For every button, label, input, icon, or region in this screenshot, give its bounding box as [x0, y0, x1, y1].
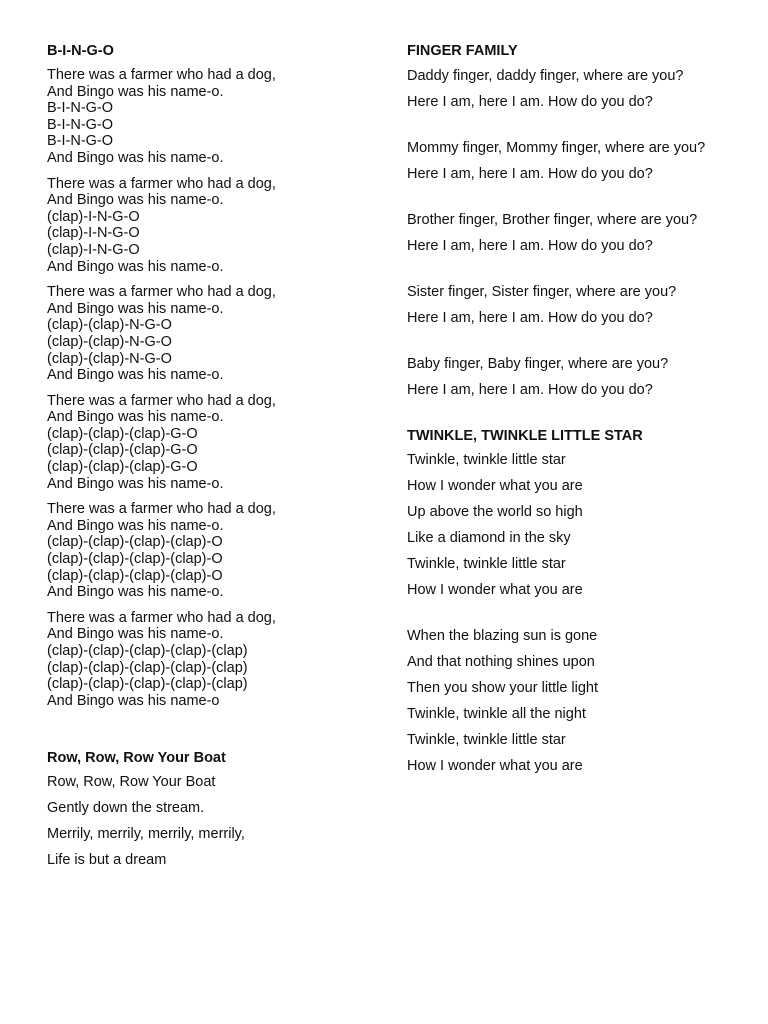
- spacer: [407, 264, 737, 284]
- lyric-line: (clap)-I-N-G-O: [47, 225, 140, 242]
- spacer: [407, 120, 737, 140]
- lyric-line: Sister finger, Sister finger, where are you?: [407, 284, 677, 300]
- lyric-line: B-I-N-G-O: [47, 116, 114, 133]
- lyric-line: When the blazing sun is gone: [407, 628, 598, 644]
- left-column: [47, 42, 367, 878]
- bingo-stanza-2: [47, 176, 367, 276]
- lyric-line: (clap)-I-N-G-O: [47, 241, 140, 258]
- lyric-line: There was a farmer who had a dog,: [47, 501, 276, 518]
- lyric-line: (clap)-(clap)-(clap)-(clap)-O: [47, 567, 223, 584]
- lyric-line: And Bingo was his name-o: [47, 692, 220, 709]
- lyric-line: (clap)-(clap)-N-G-O: [47, 333, 172, 350]
- lyric-line: (clap)-(clap)-N-G-O: [47, 350, 172, 367]
- lyric-line: And that nothing shines upon: [407, 654, 595, 670]
- lyric-line: Like a diamond in the sky: [407, 530, 571, 546]
- right-column: [407, 42, 737, 784]
- finger-verse-4: [407, 284, 737, 327]
- bingo-title: B-I-N-G-O: [47, 43, 114, 59]
- lyric-line: There was a farmer who had a dog,: [47, 175, 276, 192]
- lyric-line: Then you show your little light: [407, 680, 599, 696]
- lyric-line: Here I am, here I am. How do you do?: [407, 166, 653, 182]
- lyric-line: And Bingo was his name-o.: [47, 300, 224, 317]
- finger-family-title: FINGER FAMILY: [407, 43, 518, 59]
- lyric-line: And Bingo was his name-o.: [47, 258, 224, 275]
- lyric-line: And Bingo was his name-o.: [47, 192, 224, 209]
- lyric-line: And Bingo was his name-o.: [47, 584, 224, 601]
- lyric-line: (clap)-(clap)-(clap)-G-O: [47, 442, 198, 459]
- spacer: [407, 336, 737, 356]
- lyric-line: Here I am, here I am. How do you do?: [407, 382, 653, 398]
- bingo-stanza-5: [47, 501, 367, 601]
- lyric-line: (clap)-(clap)-(clap)-(clap)-(clap): [47, 676, 248, 693]
- finger-verse-5: [407, 356, 737, 399]
- bingo-stanza-3: [47, 284, 367, 384]
- lyric-line: Baby finger, Baby finger, where are you?: [407, 356, 669, 372]
- lyric-line: (clap)-(clap)-(clap)-(clap)-O: [47, 534, 223, 551]
- bingo-stanza-1: [47, 67, 367, 167]
- lyric-line: And Bingo was his name-o.: [47, 83, 224, 100]
- finger-verse-2: [407, 140, 737, 183]
- finger-verse-1: [407, 68, 737, 111]
- lyric-line: Twinkle, twinkle all the night: [407, 706, 586, 722]
- lyric-line: (clap)-(clap)-(clap)-(clap)-O: [47, 551, 223, 568]
- lyric-line: B-I-N-G-O: [47, 133, 114, 150]
- twinkle-title: TWINKLE, TWINKLE LITTLE STAR: [407, 428, 643, 444]
- lyric-line: (clap)-I-N-G-O: [47, 208, 140, 225]
- lyric-line: Twinkle, twinkle little star: [407, 732, 566, 748]
- lyric-line: Up above the world so high: [407, 504, 583, 520]
- lyric-line: Mommy finger, Mommy finger, where are you?: [407, 140, 706, 156]
- lyric-line: Twinkle, twinkle little star: [407, 556, 566, 572]
- lyric-line: (clap)-(clap)-N-G-O: [47, 317, 172, 334]
- lyric-line: How I wonder what you are: [407, 478, 583, 494]
- lyric-line: And Bingo was his name-o.: [47, 149, 224, 166]
- lyric-line: Twinkle, twinkle little star: [407, 452, 566, 468]
- lyric-line: And Bingo was his name-o.: [47, 626, 224, 643]
- lyric-line: There was a farmer who had a dog,: [47, 284, 276, 301]
- lyric-line: And Bingo was his name-o.: [47, 475, 224, 492]
- lyric-line: Brother finger, Brother finger, where are you?: [407, 212, 698, 228]
- lyric-line: Here I am, here I am. How do you do?: [407, 238, 653, 254]
- lyric-line: Merrily, merrily, merrily, merrily,: [47, 826, 245, 843]
- lyric-line: Row, Row, Row Your Boat: [47, 774, 216, 791]
- lyric-line: There was a farmer who had a dog,: [47, 67, 276, 83]
- lyric-line: How I wonder what you are: [407, 582, 583, 598]
- lyric-line: And Bingo was his name-o.: [47, 517, 224, 534]
- lyric-line: (clap)-(clap)-(clap)-(clap)-(clap): [47, 643, 248, 659]
- lyric-line: (clap)-(clap)-(clap)-G-O: [47, 459, 198, 476]
- bingo-stanza-6: [47, 610, 367, 710]
- row-boat-section: [47, 749, 367, 869]
- lyric-line: And Bingo was his name-o.: [47, 409, 224, 426]
- lyric-line: And Bingo was his name-o.: [47, 367, 224, 384]
- lyric-line: Here I am, here I am. How do you do?: [407, 310, 653, 326]
- row-boat-title: Row, Row, Row Your Boat: [47, 750, 226, 767]
- finger-verse-3: [407, 212, 737, 255]
- spacer: [407, 192, 737, 212]
- twinkle-section: [407, 427, 737, 775]
- lyric-line: B-I-N-G-O: [47, 100, 114, 117]
- lyric-line: Here I am, here I am. How do you do?: [407, 94, 653, 110]
- lyric-line: Daddy finger, daddy finger, where are you?: [407, 68, 684, 84]
- lyric-line: There was a farmer who had a dog,: [47, 392, 276, 409]
- lyric-line: Gently down the stream.: [47, 800, 205, 817]
- lyric-line: Life is but a dream: [47, 852, 167, 869]
- lyric-line: There was a farmer who had a dog,: [47, 609, 276, 626]
- lyric-line: How I wonder what you are: [407, 758, 583, 774]
- lyric-line: (clap)-(clap)-(clap)-(clap)-(clap): [47, 659, 248, 676]
- spacer: [407, 608, 737, 628]
- bingo-stanza-4: [47, 393, 367, 493]
- lyric-line: (clap)-(clap)-(clap)-G-O: [47, 425, 198, 442]
